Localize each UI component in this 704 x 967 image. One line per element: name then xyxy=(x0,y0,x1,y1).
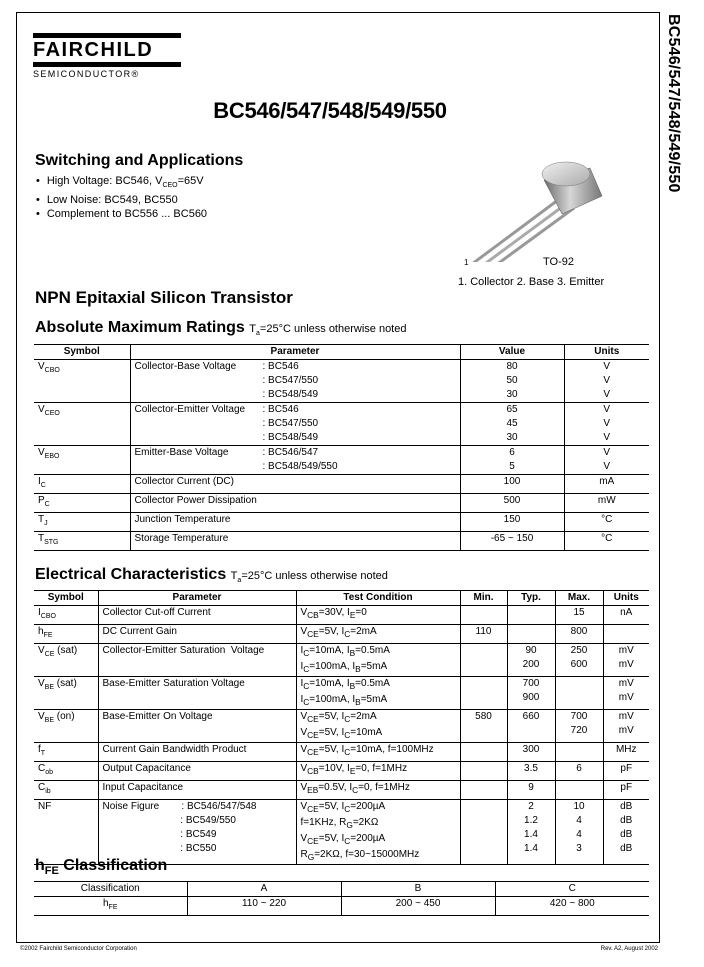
amr-value: 80 50 30 xyxy=(460,360,564,403)
amr-units: mW xyxy=(564,494,649,513)
ec-typ: 9 xyxy=(507,781,555,800)
amr-value: 100 xyxy=(460,475,564,494)
amr-value: 6 5 xyxy=(460,446,564,475)
ec-symbol: $C_{ob}$ xyxy=(34,762,98,781)
ec-typ: 3.5 xyxy=(507,762,555,781)
amr-value: 65 45 30 xyxy=(460,403,564,446)
amr-symbol: $V_{CEO}$ xyxy=(34,403,130,446)
ec-min xyxy=(460,762,507,781)
amr-value: 150 xyxy=(460,513,564,532)
switching-heading: Switching and Applications xyxy=(35,152,244,169)
ec-min: 580 xyxy=(460,710,507,743)
amr-symbol: $T_{STG}$ xyxy=(34,532,130,551)
ec-max: 10 4 4 3 xyxy=(555,800,603,865)
ec-symbol: $V_{CE}$ (sat) xyxy=(34,644,98,677)
pin1-label: 1 xyxy=(464,258,469,267)
amr-parameter: Emitter-Base Voltage : BC546/547 : BC548/549/550 xyxy=(130,446,460,475)
hfe-row-label: $h_{FE}$ xyxy=(34,897,187,916)
ec-col-typ: Typ. xyxy=(507,591,555,606)
ec-condition: $V_{CE}=5V$, $I_C=2mA$ xyxy=(296,625,460,644)
amr-symbol: $V_{CBO}$ xyxy=(34,360,130,403)
hfe-range-a: 110 ~ 220 xyxy=(187,897,341,916)
ec-units: mV mV xyxy=(603,644,649,677)
ec-units: dB dB dB dB xyxy=(603,800,649,865)
ec-min xyxy=(460,606,507,625)
ec-condition: $I_C=10mA$, $I_B=0.5mA$ $I_C=100mA$, $I_B=5mA$ xyxy=(296,677,460,710)
amr-units: V V V xyxy=(564,360,649,403)
hfe-col-classification: Classification xyxy=(34,882,187,897)
hfe-col-c: C xyxy=(495,882,649,897)
ec-condition: $V_{EB}=0.5V$, $I_C=0$, f=1MHz xyxy=(296,781,460,800)
ec-symbol: $V_{BE}$ (on) xyxy=(34,710,98,743)
ec-row xyxy=(34,625,649,644)
ec-symbol: $I_{CBO}$ xyxy=(34,606,98,625)
feature-list xyxy=(36,174,207,221)
pin-legend: 1. Collector 2. Base 3. Emitter xyxy=(458,276,605,288)
amr-value: -65 ~ 150 xyxy=(460,532,564,551)
ec-condition: $V_{CE}=5V$, $I_C=2mA$ $V_{CE}=5V$, $I_C=10mA$ xyxy=(296,710,460,743)
amr-symbol: $I_C$ xyxy=(34,475,130,494)
feature-low-noise: • Low Noise: BC549, BC550 xyxy=(36,193,207,207)
amr-parameter: Collector Power Dissipation xyxy=(130,494,460,513)
fairchild-logo xyxy=(33,33,185,79)
ec-typ: 90 200 xyxy=(507,644,555,677)
ec-col-units: Units xyxy=(603,591,649,606)
ec-row xyxy=(34,710,649,743)
ec-typ: 660 xyxy=(507,710,555,743)
ec-symbol: $f_T$ xyxy=(34,743,98,762)
ec-parameter: Collector Cut-off Current xyxy=(98,606,296,625)
amr-parameter: Storage Temperature xyxy=(130,532,460,551)
amr-units: °C xyxy=(564,532,649,551)
amr-table xyxy=(34,344,649,551)
hfe-col-b: B xyxy=(341,882,495,897)
ec-row xyxy=(34,743,649,762)
amr-row xyxy=(34,403,649,446)
ec-note: $T_a=25^\circ C$ unless otherwise noted xyxy=(230,570,388,585)
ec-max: 800 xyxy=(555,625,603,644)
amr-row xyxy=(34,494,649,513)
footer-copyright: ©2002 Fairchild Semiconductor Corporation xyxy=(20,946,137,952)
logo-name: FAIRCHILD xyxy=(33,39,154,61)
ec-min xyxy=(460,677,507,710)
ec-min xyxy=(460,743,507,762)
amr-parameter: Collector-Emitter Voltage : BC546 : BC547/550 : BC548/549 xyxy=(130,403,460,446)
amr-parameter: Collector Current (DC) xyxy=(130,475,460,494)
ec-parameter: DC Current Gain xyxy=(98,625,296,644)
logo-sub: SEMICONDUCTOR® xyxy=(33,69,140,79)
document-title: BC546/547/548/549/550 xyxy=(213,98,447,123)
ec-units: pF xyxy=(603,781,649,800)
amr-units: mA xyxy=(564,475,649,494)
ec-min xyxy=(460,800,507,865)
ec-col-condition: Test Condition xyxy=(296,591,460,606)
amr-row xyxy=(34,446,649,475)
ec-condition: $V_{CE}=5V$, $I_C=200\mu A$ f=1KHz, $R_G=2K\Omega$ $V_{CE}=5V$, $I_C=200\mu A$ $R_G=2K\Omega$, f=30~15000MHz xyxy=(296,800,460,865)
hfe-col-a: A xyxy=(187,882,341,897)
amr-parameter: Junction Temperature xyxy=(130,513,460,532)
ec-units: mV mV xyxy=(603,677,649,710)
ec-symbol: NF xyxy=(34,800,98,865)
ec-condition: $V_{CB}=10V$, $I_E=0$, f=1MHz xyxy=(296,762,460,781)
ec-row xyxy=(34,781,649,800)
ec-units: pF xyxy=(603,762,649,781)
amr-value: 500 xyxy=(460,494,564,513)
ec-typ xyxy=(507,606,555,625)
ec-row xyxy=(34,762,649,781)
amr-heading: Absolute Maximum Ratings $T_a=25^\circ C$ unless otherwise noted xyxy=(35,319,407,338)
ec-row xyxy=(34,644,649,677)
amr-row xyxy=(34,513,649,532)
ec-col-symbol: Symbol xyxy=(34,591,98,606)
amr-row xyxy=(34,475,649,494)
footer-revision: Rev. A2, August 2002 xyxy=(600,946,658,952)
ec-parameter: Base-Emitter On Voltage xyxy=(98,710,296,743)
ec-typ: 300 xyxy=(507,743,555,762)
ec-row xyxy=(34,800,649,865)
hfe-heading: $h_{FE}$ Classification xyxy=(35,857,168,878)
ec-units: nA xyxy=(603,606,649,625)
ec-parameter: Noise Figure : BC546/547/548 : BC549/550 : BC549 : BC550 xyxy=(98,800,296,865)
ec-parameter: Input Capacitance xyxy=(98,781,296,800)
ec-parameter: Base-Emitter Saturation Voltage xyxy=(98,677,296,710)
side-title: BC546/547/548/549/550 xyxy=(665,14,682,193)
ec-table xyxy=(34,590,649,865)
amr-col-parameter: Parameter xyxy=(130,345,460,360)
ec-max: 700 720 xyxy=(555,710,603,743)
amr-col-value: Value xyxy=(460,345,564,360)
ec-max xyxy=(555,781,603,800)
hfe-range-b: 200 ~ 450 xyxy=(341,897,495,916)
amr-row xyxy=(34,532,649,551)
ec-min xyxy=(460,644,507,677)
hfe-table xyxy=(34,881,649,916)
ec-col-max: Max. xyxy=(555,591,603,606)
ec-max: 15 xyxy=(555,606,603,625)
ec-symbol: $V_{BE}$ (sat) xyxy=(34,677,98,710)
ec-symbol: $h_{FE}$ xyxy=(34,625,98,644)
ec-typ: 700 900 xyxy=(507,677,555,710)
ec-max: 250 600 xyxy=(555,644,603,677)
ec-condition: $I_C=10mA$, $I_B=0.5mA$ $I_C=100mA$, $I_B=5mA$ xyxy=(296,644,460,677)
amr-row xyxy=(34,360,649,403)
ec-typ: 2 1.2 1.4 1.4 xyxy=(507,800,555,865)
amr-parameter: Collector-Base Voltage : BC546 : BC547/550 : BC548/549 xyxy=(130,360,460,403)
ec-row xyxy=(34,677,649,710)
amr-units: V V xyxy=(564,446,649,475)
ec-parameter: Collector-Emitter Saturation Voltage xyxy=(98,644,296,677)
hfe-range-c: 420 ~ 800 xyxy=(495,897,649,916)
amr-symbol: $V_{EBO}$ xyxy=(34,446,130,475)
ec-heading: Electrical Characteristics $T_a=25^\circ C$ unless otherwise noted xyxy=(35,566,388,585)
ec-condition: $V_{CB}=30V$, $I_E=0$ xyxy=(296,606,460,625)
to92-package-icon xyxy=(440,152,650,262)
ec-parameter: Output Capacitance xyxy=(98,762,296,781)
ec-parameter: Current Gain Bandwidth Product xyxy=(98,743,296,762)
amr-col-symbol: Symbol xyxy=(34,345,130,360)
package-name: TO-92 xyxy=(543,256,574,268)
ec-max xyxy=(555,677,603,710)
feature-complement: • Complement to BC556 ... BC560 xyxy=(36,207,207,221)
amr-col-units: Units xyxy=(564,345,649,360)
ec-col-min: Min. xyxy=(460,591,507,606)
ec-max xyxy=(555,743,603,762)
feature-high-voltage: • High Voltage: BC546, $V_{CEO}=65V$ xyxy=(36,174,207,193)
amr-symbol: $T_J$ xyxy=(34,513,130,532)
amr-units: V V V xyxy=(564,403,649,446)
ec-min: 110 xyxy=(460,625,507,644)
ec-typ xyxy=(507,625,555,644)
amr-symbol: $P_C$ xyxy=(34,494,130,513)
ec-min xyxy=(460,781,507,800)
device-heading: NPN Epitaxial Silicon Transistor xyxy=(35,288,293,307)
ec-units xyxy=(603,625,649,644)
amr-note: $T_a=25^\circ C$ unless otherwise noted xyxy=(249,323,407,338)
ec-col-parameter: Parameter xyxy=(98,591,296,606)
ec-units: MHz xyxy=(603,743,649,762)
ec-condition: $V_{CE}=5V$, $I_C=10mA$, f=100MHz xyxy=(296,743,460,762)
ec-units: mV mV xyxy=(603,710,649,743)
ec-row xyxy=(34,606,649,625)
to92-package xyxy=(440,152,650,292)
amr-units: °C xyxy=(564,513,649,532)
ec-symbol: $C_{ib}$ xyxy=(34,781,98,800)
ec-max: 6 xyxy=(555,762,603,781)
